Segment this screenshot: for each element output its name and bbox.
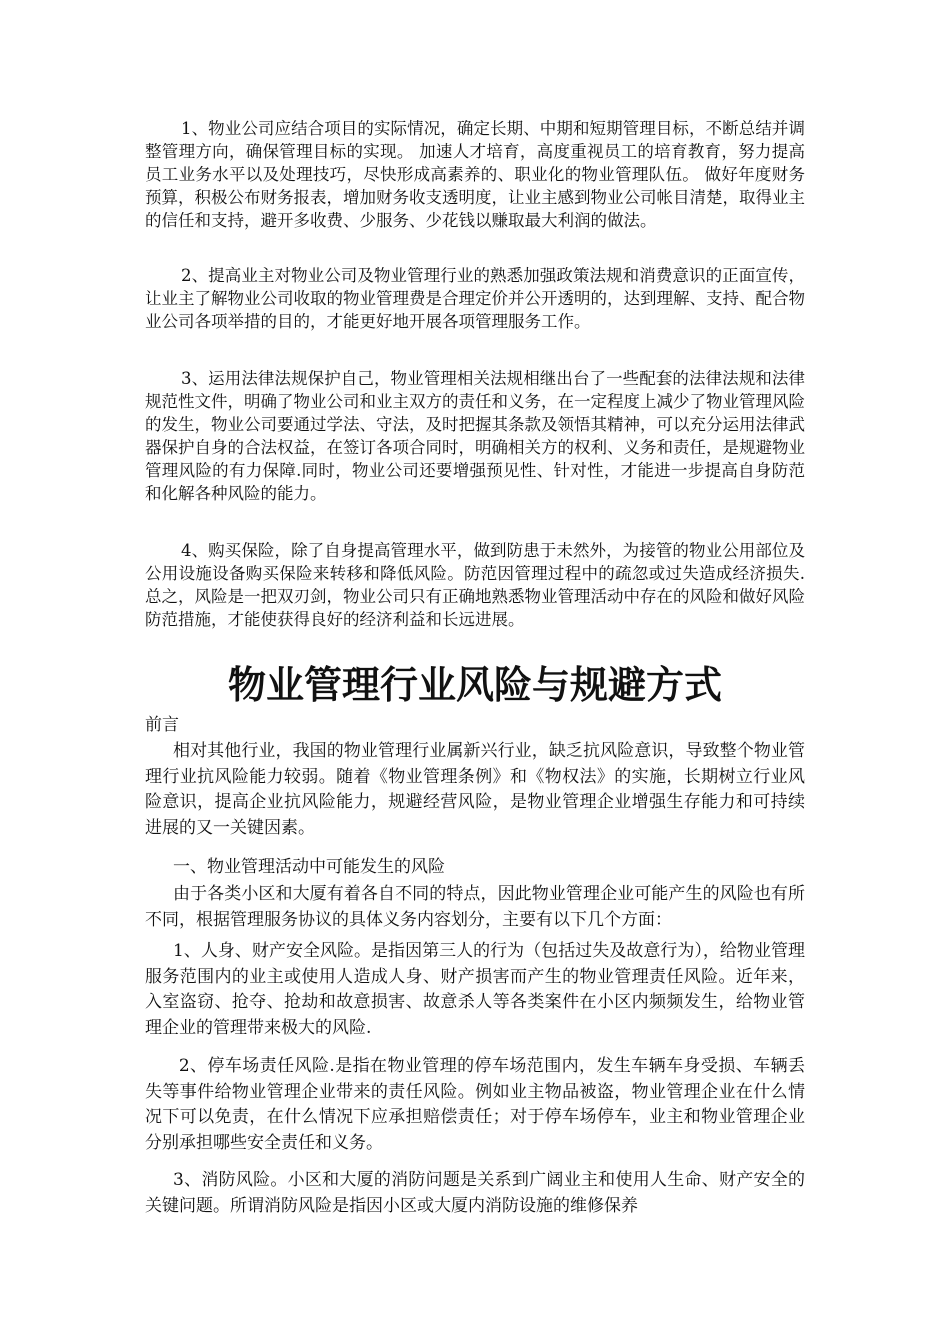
body-paragraph-risk-3: 3、消防风险。小区和大厦的消防问题是关系到广阔业主和使用人生命、财产安全的关键问题。所谓消防风险是指因小区或大厦内消防设施的维修保养 — [145, 1170, 805, 1216]
paragraph-1: 1、物业公司应结合项目的实际情况，确定长期、中期和短期管理目标，不断总结并调整管理方向，确保管理目标的实现。 加速人才培育，高度重视员工的培育教育，努力提高员工业务水平以及处理技巧，尽快形成高素养的、职业化的物业管理队伍。 做好年度财务预算，积极公布财务报表，增加财务收支透明度，让业主感到物业公司帐目清楚，取得业主的信任和支持，避开多收费、少服务、少花钱以赚取最大利润的做法。 — [145, 119, 805, 230]
paragraph-4: 4、购买保险，除了自身提高管理水平，做到防患于未然外，为接管的物业公用部位及公用设施设备购买保险来转移和降低风险。防范因管理过程中的疏忽或过失造成经济损失.总之，风险是一把双刃剑，物业公司只有正确地熟悉物业管理活动中存在的风险和做好风险防范措施，才能使获得良好的经济利益和长远进展。 — [145, 541, 805, 629]
body-paragraph-intro: 相对其他行业，我国的物业管理行业属新兴行业，缺乏抗风险意识，导致整个物业管理行业抗风险能力较弱。随着《物业管理条例》和《物权法》的实施，长期树立行业风险意识，提高企业抗风险能力，规避经营风险，是物业管理企业增强生存能力和可持续进展的又一关键因素。 — [145, 741, 805, 838]
preface-label: 前言 — [145, 715, 179, 735]
body-paragraph-risk-1: 1、人身、财产安全风险。是指因第三人的行为（包括过失及故意行为），给物业管理服务范围内的业主或使用人造成人身、财产损害而产生的物业管理责任风险。近年来，入室盗窃、抢夺、抢劫和故意损害、故意杀人等各类案件在小区内频频发生，给物业管理企业的管理带来极大的风险. — [145, 941, 805, 1038]
document-title: 物业管理行业风险与规避方式 — [227, 663, 722, 707]
body-paragraph-overview: 由于各类小区和大厦有着各自不同的特点，因此物业管理企业可能产生的风险也有所不同，根据管理服务协议的具体义务内容划分，主要有以下几个方面： — [145, 884, 805, 930]
paragraph-3: 3、运用法律法规保护自己，物业管理相关法规相继出台了一些配套的法律法规和法律规范性文件，明确了物业公司和业主双方的责任和义务，在一定程度上减少了物业管理风险的发生，物业公司要通过学法、守法，及时把握其条款及领悟其精神，可以充分运用法律武器保护自身的合法权益，在签订各项合同时，明确相关方的权利、义务和责任，是规避物业管理风险的有力保障.同时，物业公司还要增强预见性、针对性，才能进一步提高自身防范和化解各种风险的能力。 — [145, 369, 805, 503]
body-paragraph-risk-2: 2、停车场责任风险.是指在物业管理的停车场范围内，发生车辆车身受损、车辆丢失等事件给物业管理企业带来的责任风险。例如业主物品被盗，物业管理企业在什么情况下可以免责，在什么情况下应承担赔偿责任；对于停车场停车，业主和物业管理企业分别承担哪些安全责任和义务。 — [145, 1056, 806, 1153]
paragraph-2: 2、提高业主对物业公司及物业管理行业的熟悉加强政策法规和消费意识的正面宣传，让业主了解物业公司收取的物业管理费是合理定价并公开透明的，达到理解、支持、配合物业公司各项举措的目的，才能更好地开展各项管理服务工作。 — [145, 266, 805, 331]
section-heading-1: 一、物业管理活动中可能发生的风险 — [173, 857, 445, 877]
